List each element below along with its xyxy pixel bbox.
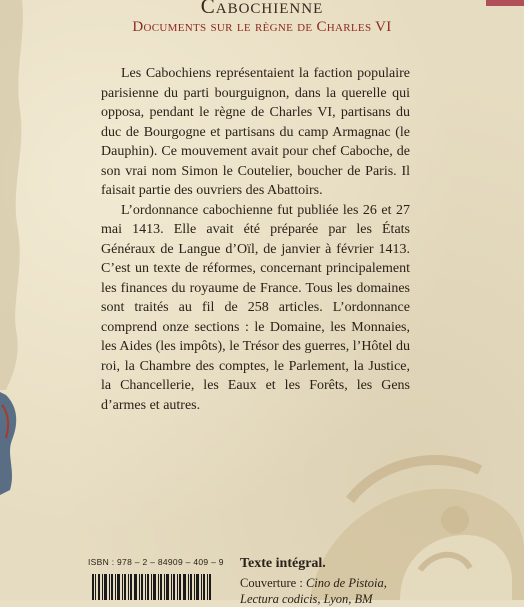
full-text-label: Texte intégral. xyxy=(240,556,326,571)
isbn-label: ISBN : 978 – 2 – 84909 – 409 – 9 xyxy=(88,557,224,567)
barcode xyxy=(92,574,212,600)
cover-credit-source: Lectura codicis, Lyon, BM xyxy=(240,592,373,606)
blurb-paragraph: Les Cabochiens représentaient la faction populaire parisienne du parti bourguignon, dans la querelle qui opposa, pendant le règne de Charles VI, partisans du duc de Bourgogne et partisans du camp Armagnac (le Dauphin). Ce mouvement avait pour chef Caboche, de son vrai nom Simon le Coutelier, boucher de Paris. Il faisait partie des ouvriers des Abattoirs. xyxy=(101,66,410,198)
cover-credit-artist: Cino de Pistoia, xyxy=(305,576,387,590)
blurb-text xyxy=(101,64,410,415)
blurb-paragraph: L’ordonnance cabochienne fut publiée les 26 et 27 mai 1413. Elle avait été préparée par les États Généraux de Langue d’Oïl, de janvier à février 1413. C’est un texte de réformes, concernant principalement les finances du royaume de France. Tous les domaines sont traités au fil de 258 articles. L’ordonnance comprend onze sections : le Domaine, les Monnaies, les Aides (les impôts), le Trésor des guerres, l’Hôtel du roi, la Chambre des comptes, le Parlement, la Justice, la Chancellerie, les Eaux et les Forêts, les Gens d’armes et autres. xyxy=(101,202,410,413)
book-title: Cabochienne xyxy=(200,0,324,18)
cover-credit xyxy=(240,575,440,607)
book-subtitle: Documents sur le règne de Charles VI xyxy=(132,19,392,35)
cover-credit-prefix: Couverture : xyxy=(240,576,306,590)
left-border-ornament xyxy=(0,0,36,600)
